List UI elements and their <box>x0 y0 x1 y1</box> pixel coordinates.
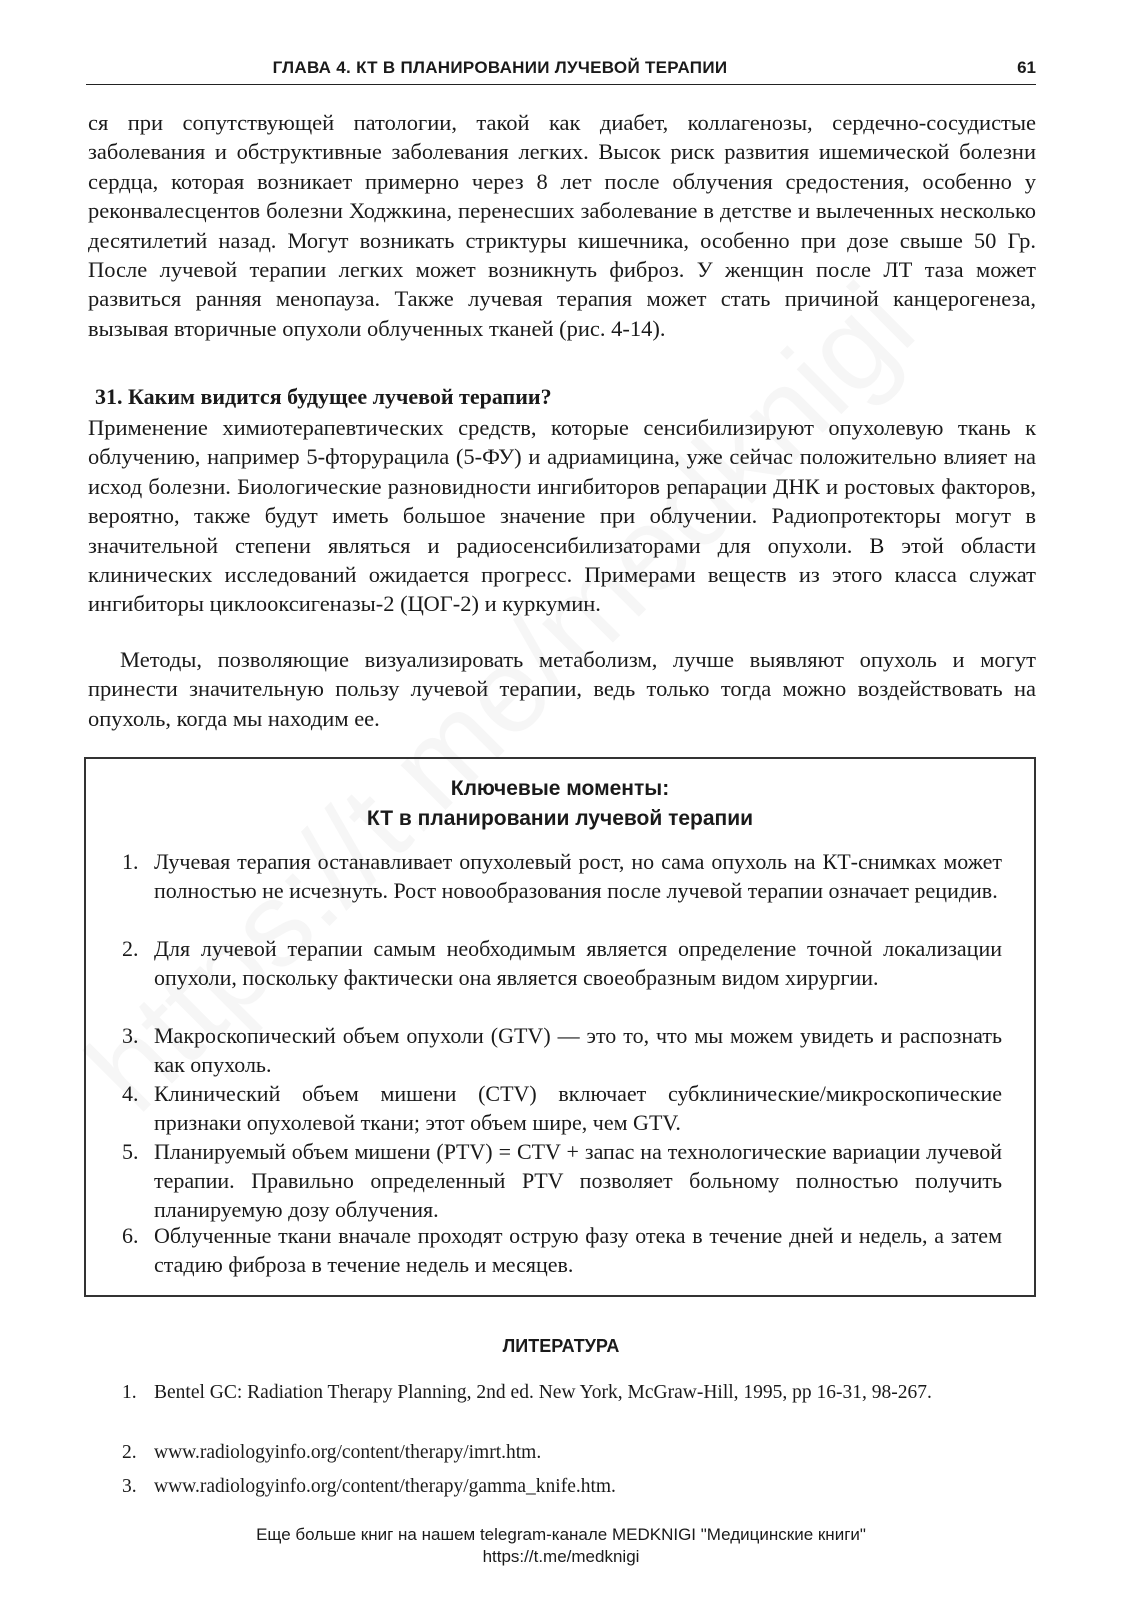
key-points-subtitle: КТ в планировании лучевой терапии <box>366 807 754 830</box>
key-point-number: 4. <box>122 1081 139 1106</box>
key-point-number: 2. <box>122 936 139 961</box>
key-point-number: 3. <box>122 1023 139 1048</box>
key-point-item <box>122 934 1002 992</box>
key-point-text: Макроскопический объем опухоли (GTV) — это то, что мы можем увидеть и распознать как опухоль. <box>154 1023 1002 1077</box>
key-point-number: 5. <box>122 1139 139 1164</box>
question-heading: 31. Каким видится будущее лучевой терапии? <box>95 384 552 409</box>
reference-item <box>122 1380 1032 1406</box>
key-point-text: Лучевая терапия останавливает опухолевый рост, но сама опухоль на КТ-снимках может полностью не исчезнуть. Рост новообразования после лучевой терапии означает рецидив. <box>154 849 1002 903</box>
key-point-number: 6. <box>122 1223 139 1248</box>
key-points-list <box>86 759 1034 1295</box>
key-point-text: Для лучевой терапии самым необходимым является определение точной локализации опухоли, поскольку фактически она является своеобразным видом хирургии. <box>154 936 1002 990</box>
key-point-item <box>122 847 1002 905</box>
key-point-text: Клинический объем мишени (CTV) включает субклинические/микроскопические признаки опухолевой ткани; этот объем шире, чем GTV. <box>154 1081 1002 1135</box>
reference-number: 2. <box>122 1442 137 1463</box>
chapter-title: ГЛАВА 4. КТ В ПЛАНИРОВАНИИ ЛУЧЕВОЙ ТЕРАПИИ <box>272 58 728 77</box>
paragraph-metabolism: Методы, позволяющие визуализировать метаболизм, лучше выявляют опухоль и могут принести значительную пользу лучевой терапии, ведь только тогда можно воздействовать на опухоль, когда мы находим ее. <box>88 647 1036 731</box>
key-points-box <box>84 757 1036 1297</box>
key-point-item <box>122 1079 1002 1137</box>
reference-number: 1. <box>122 1382 137 1403</box>
reference-link[interactable]: www.radiologyinfo.org/content/therapy/gamma_knife.htm. <box>154 1476 616 1497</box>
footer-channel-link[interactable]: https://t.me/medknigi <box>482 1547 640 1566</box>
key-points-title: Ключевые моменты: <box>450 777 670 800</box>
key-point-item <box>122 1221 1002 1279</box>
paragraph-future: Применение химиотерапевтических средств, которые сенсибилизируют опухолевую ткань к облучению, например 5-фторурацила (5-ФУ) и адриамицина, уже сейчас положительно влияет на исход болезни. Биологические разновидности ингибиторов репарации ДНК и ростовых факторов, вероятно, также будут иметь большое значение при облучении. Радиопротекторы могут в значительной степени являться и радиосенсибилизаторами для опухоли. В этой области клинических исследований ожидается прогресс. Примерами веществ из этого класса служат ингибиторы циклооксигеназы-2 (ЦОГ-2) и куркумин. <box>88 415 1036 617</box>
reference-link[interactable]: www.radiologyinfo.org/content/therapy/imrt.htm. <box>154 1442 542 1463</box>
reference-item <box>122 1440 1032 1466</box>
paragraph-complications: ся при сопутствующей патологии, такой как диабет, коллагенозы, сердечно-сосудистые заболевания и обструктивные заболевания легких. Высок риск развития ишемической болезни сердца, которая возникает примерно через 8 лет после облучения средостения, особенно у реконвалесцентов болезни Ходжкина, перенесших заболевание в детстве и вылеченных несколько десятилетий назад. Могут возникать стриктуры кишечника, особенно при дозе свыше 50 Гр. После лучевой терапии легких может возникнуть фиброз. У женщин после ЛТ таза может развиться ранняя менопауза. Также лучевая терапия может стать причиной канцерогенеза, вызывая вторичные опухоли облученных тканей (рис. 4-14). <box>88 110 1036 341</box>
key-point-text: Облученные ткани вначале проходят острую фазу отека в течение дней и недель, а затем стадию фиброза в течение недель и месяцев. <box>154 1223 1002 1277</box>
reference-number: 3. <box>122 1476 137 1497</box>
key-point-number: 1. <box>122 849 139 874</box>
literature-heading: ЛИТЕРАТУРА <box>502 1336 620 1356</box>
page-number: 61 <box>1017 58 1036 77</box>
reference-text: Bentel GC: Radiation Therapy Planning, 2nd ed. New York, McGraw-Hill, 1995, pp 16-31, 98-267. <box>154 1382 932 1403</box>
key-point-item <box>122 1021 1002 1079</box>
key-point-item <box>122 1137 1002 1224</box>
footer-promo-text: Еще больше книг на нашем telegram-канале MEDKNIGI "Медицинские книги" <box>256 1525 866 1544</box>
running-header <box>86 56 1036 85</box>
key-point-text: Планируемый объем мишени (PTV) = CTV + запас на технологические вариации лучевой терапии. Правильно определенный PTV позволяет больному полностью получить планируемую дозу облучения. <box>154 1139 1002 1222</box>
reference-item <box>122 1474 1032 1500</box>
